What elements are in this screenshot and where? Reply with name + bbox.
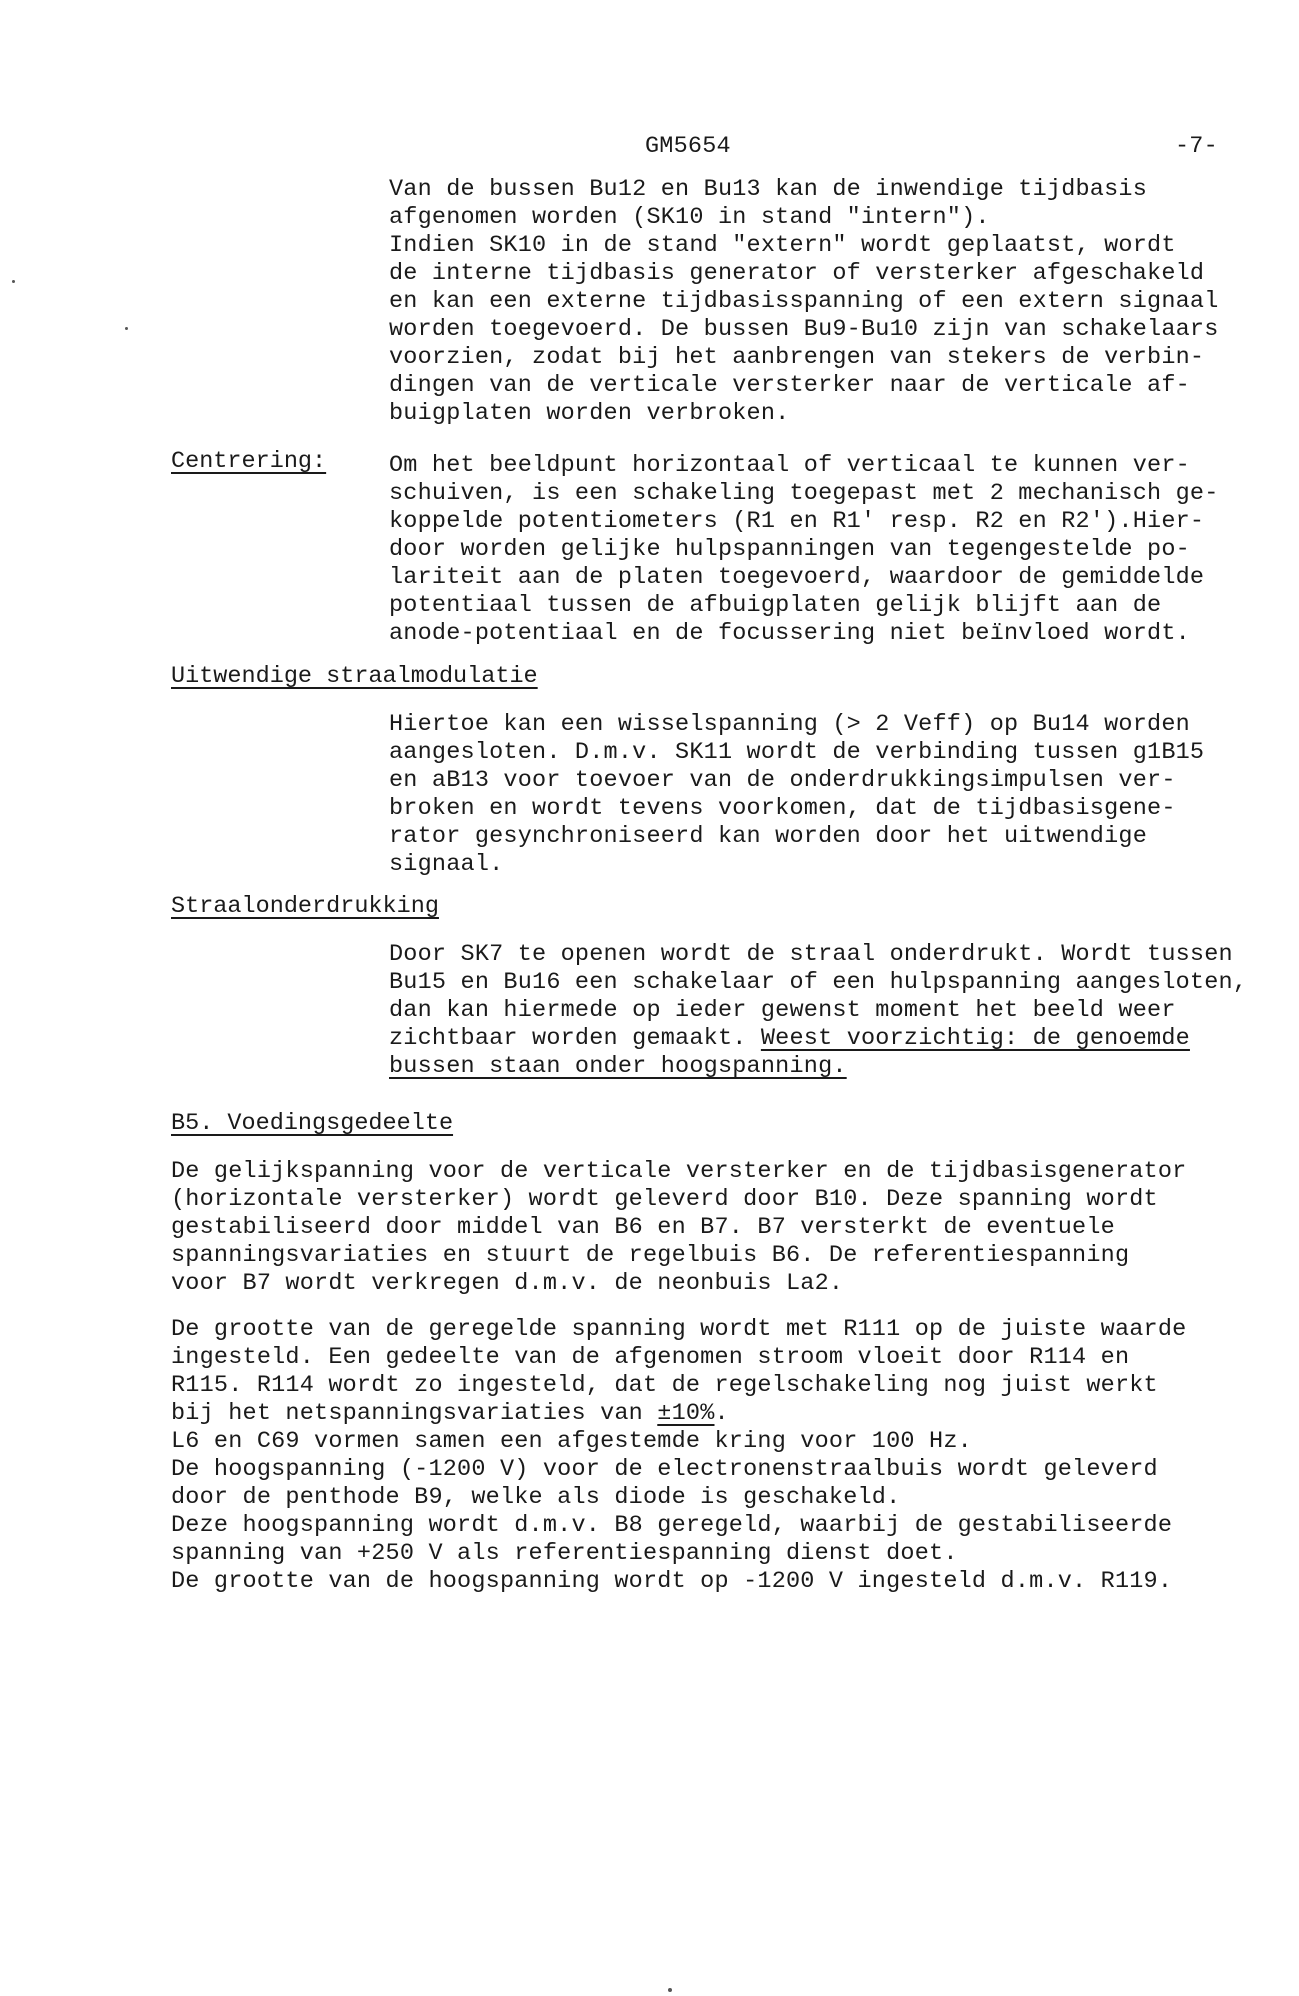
text-fragment: bij het netspanningsvariaties van (171, 1400, 658, 1427)
text-fragment: . (714, 1400, 729, 1427)
text-line: De hoogspanning (-1200 V) voor de electronenstraalbuis wordt geleverd (171, 1456, 1158, 1483)
text-line: koppelde potentiometers (R1 en R1' resp. R2 en R2').Hier- (389, 508, 1205, 535)
text-line: Deze hoogspanning wordt d.m.v. B8 geregeld, waarbij de gestabiliseerde (171, 1512, 1173, 1539)
text-line (389, 1025, 1190, 1053)
text-line: anode-potentiaal en de focussering niet beïnvloed wordt. (389, 620, 1190, 647)
text-line: ingesteld. Een gedeelte van de afgenomen stroom vloeit door R114 en (171, 1344, 1130, 1371)
scan-speck (12, 280, 15, 283)
text-line: Indien SK10 in de stand "extern" wordt geplaatst, wordt (389, 232, 1176, 259)
text-line: buigplaten worden verbroken. (389, 400, 790, 427)
text-line: Bu15 en Bu16 een schakelaar of een hulpspanning aangesloten, (389, 969, 1248, 996)
text-line: en kan een externe tijdbasisspanning of een extern signaal (389, 288, 1219, 315)
page-number: -7- (1175, 133, 1218, 160)
warning-text: Weest voorzichtig: de genoemde (760, 1025, 1190, 1052)
text-line: R115. R114 wordt zo ingesteld, dat de regelschakeling nog juist werkt (171, 1372, 1158, 1399)
document-code: GM5654 (645, 133, 731, 160)
scan-speck (125, 327, 128, 330)
text-line: Van de bussen Bu12 en Bu13 kan de inwendige tijdbasis (389, 176, 1148, 203)
text-line: De grootte van de geregelde spanning wordt met R111 op de juiste waarde (171, 1316, 1187, 1343)
text-line: de interne tijdbasis generator of versterker afgeschakeld (389, 260, 1205, 287)
text-line: aangesloten. D.m.v. SK11 wordt de verbinding tussen g1B15 (389, 739, 1205, 766)
warning-text-continued: bussen staan onder hoogspanning. (389, 1053, 847, 1080)
text-line: voor B7 wordt verkregen d.m.v. de neonbuis La2. (171, 1270, 844, 1297)
text-line: schuiven, is een schakeling toegepast met 2 mechanisch ge- (389, 480, 1219, 507)
warning-lead-text: zichtbaar worden gemaakt. (389, 1025, 761, 1052)
text-line: gestabiliseerd door middel van B6 en B7. B7 versterkt de eventuele (171, 1214, 1115, 1241)
text-line: signaal. (389, 851, 504, 878)
text-line: dingen van de verticale versterker naar de verticale af- (389, 372, 1190, 399)
text-line: Door SK7 te openen wordt de straal onderdrukt. Wordt tussen (389, 941, 1233, 968)
text-line: De grootte van de hoogspanning wordt op -1200 V ingesteld d.m.v. R119. (171, 1568, 1173, 1595)
text-line: Hiertoe kan een wisselspanning (> 2 Veff) op Bu14 worden (389, 711, 1190, 738)
text-line (171, 1400, 729, 1428)
scan-speck (668, 1988, 672, 1992)
tolerance-value: ±10% (657, 1400, 715, 1427)
text-line: spanning van +250 V als referentiespanning dienst doet. (171, 1540, 958, 1567)
text-line: Om het beeldpunt horizontaal of verticaal te kunnen ver- (389, 452, 1190, 479)
voeding-heading: B5. Voedingsgedeelte (171, 1110, 454, 1137)
text-line: rator gesynchroniseerd kan worden door het uitwendige (389, 823, 1148, 850)
text-line: worden toegevoerd. De bussen Bu9-Bu10 zijn van schakelaars (389, 316, 1219, 343)
text-line: en aB13 voor toevoer van de onderdrukkingsimpulsen ver- (389, 767, 1176, 794)
text-line: voorzien, zodat bij het aanbrengen van stekers de verbin- (389, 344, 1205, 371)
text-line: lariteit aan de platen toegevoerd, waardoor de gemiddelde (389, 564, 1205, 591)
text-line: afgenomen worden (SK10 in stand "intern"). (389, 204, 990, 231)
text-line: L6 en C69 vormen samen een afgestemde kring voor 100 Hz. (171, 1428, 972, 1455)
straalmodulatie-heading: Uitwendige straalmodulatie (171, 663, 538, 690)
text-line: (horizontale versterker) wordt geleverd door B10. Deze spanning wordt (171, 1186, 1158, 1213)
onderdrukking-heading: Straalonderdrukking (171, 893, 439, 920)
text-line: broken en wordt tevens voorkomen, dat de tijdbasisgene- (389, 795, 1176, 822)
text-line: De gelijkspanning voor de verticale versterker en de tijdbasisgenerator (171, 1158, 1187, 1185)
text-line: door worden gelijke hulpspanningen van tegengestelde po- (389, 536, 1190, 563)
centrering-heading: Centrering: (171, 448, 327, 475)
text-line: spanningsvariaties en stuurt de regelbuis B6. De referentiespanning (171, 1242, 1130, 1269)
text-line: door de penthode B9, welke als diode is geschakeld. (171, 1484, 901, 1511)
text-line: dan kan hiermede op ieder gewenst moment het beeld weer (389, 997, 1176, 1024)
text-line: potentiaal tussen de afbuigplaten gelijk blijft aan de (389, 592, 1162, 619)
